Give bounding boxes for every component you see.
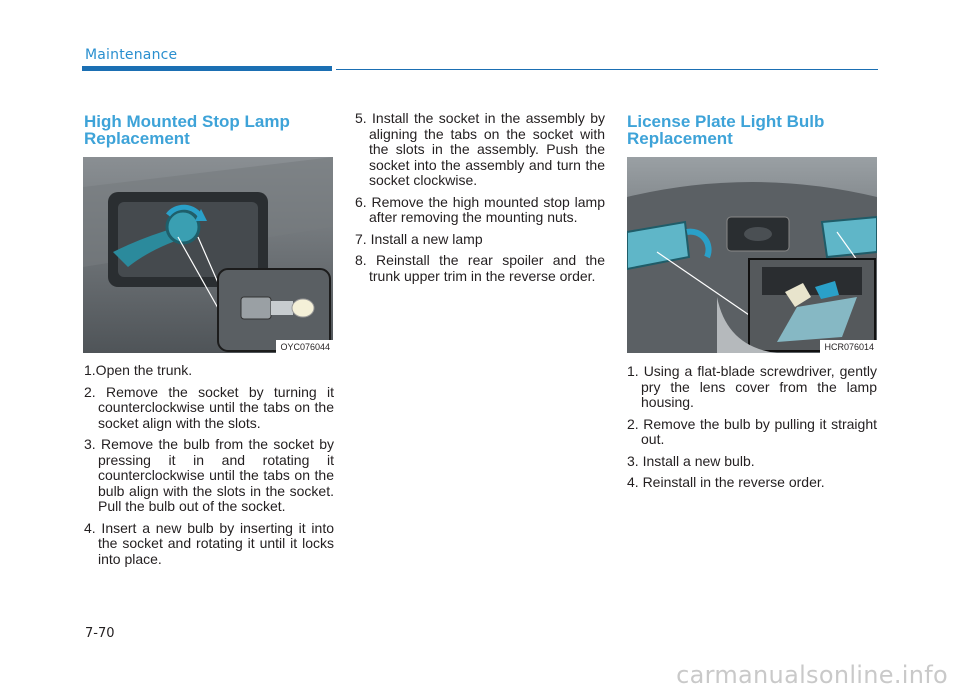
list-item: 6. Remove the high mounted stop lamp after removing the mounting nuts. — [355, 193, 605, 225]
stop-lamp-title: High Mounted Stop Lamp Replacement — [84, 112, 290, 148]
license-light-figure-code: HCR076014 — [820, 340, 877, 353]
watermark: carmanualsonline.info — [676, 661, 948, 689]
list-item: 1. Using a flat-blade screwdriver, gently pry the lens cover from the lamp housing. — [627, 363, 877, 410]
stop-lamp-figure — [83, 157, 333, 353]
section-header: Maintenance — [85, 47, 178, 63]
list-item: 8. Reinstall the rear spoiler and the trunk upper trim in the reverse order. — [355, 252, 605, 284]
stop-lamp-figure-code: OYC076044 — [276, 340, 333, 353]
list-item: 3. Remove the bulb from the socket by pressing it in and rotating it counterclockwise until the tabs on the bulb align with the slots in the socket. Pull the bulb out of the socket. — [84, 436, 334, 514]
stop-lamp-steps-1-4 — [84, 363, 334, 573]
page-number: 7-70 — [85, 626, 115, 641]
list-item: 4. Insert a new bulb by inserting it into the socket and rotating it until it locks into place. — [84, 519, 334, 567]
license-light-title: License Plate Light Bulb Replacement — [627, 112, 825, 148]
list-item: 3. Install a new bulb. — [627, 452, 755, 469]
list-item: 7. Install a new lamp — [355, 230, 483, 247]
header-rule-thin — [336, 69, 878, 70]
stop-lamp-steps-5-8 — [355, 111, 605, 290]
list-item: 2. Remove the bulb by pulling it straight out. — [627, 415, 877, 447]
list-item: 5. Install the socket in the assembly by aligning the tabs on the socket with the slots in the assembly. Push the socket into the assembly and turn the socket clockwise. — [355, 110, 605, 188]
list-item: 1.Open the trunk. — [84, 362, 193, 378]
list-item: 2. Remove the socket by turning it counterclockwise until the tabs on the socket align with the slots. — [84, 383, 334, 431]
license-light-illustration — [627, 157, 877, 353]
stop-lamp-illustration — [83, 157, 333, 353]
license-light-steps — [627, 364, 877, 497]
list-item: 4. Reinstall in the reverse order. — [627, 474, 825, 490]
license-light-figure — [627, 157, 877, 353]
header-rule-thick — [82, 66, 332, 71]
